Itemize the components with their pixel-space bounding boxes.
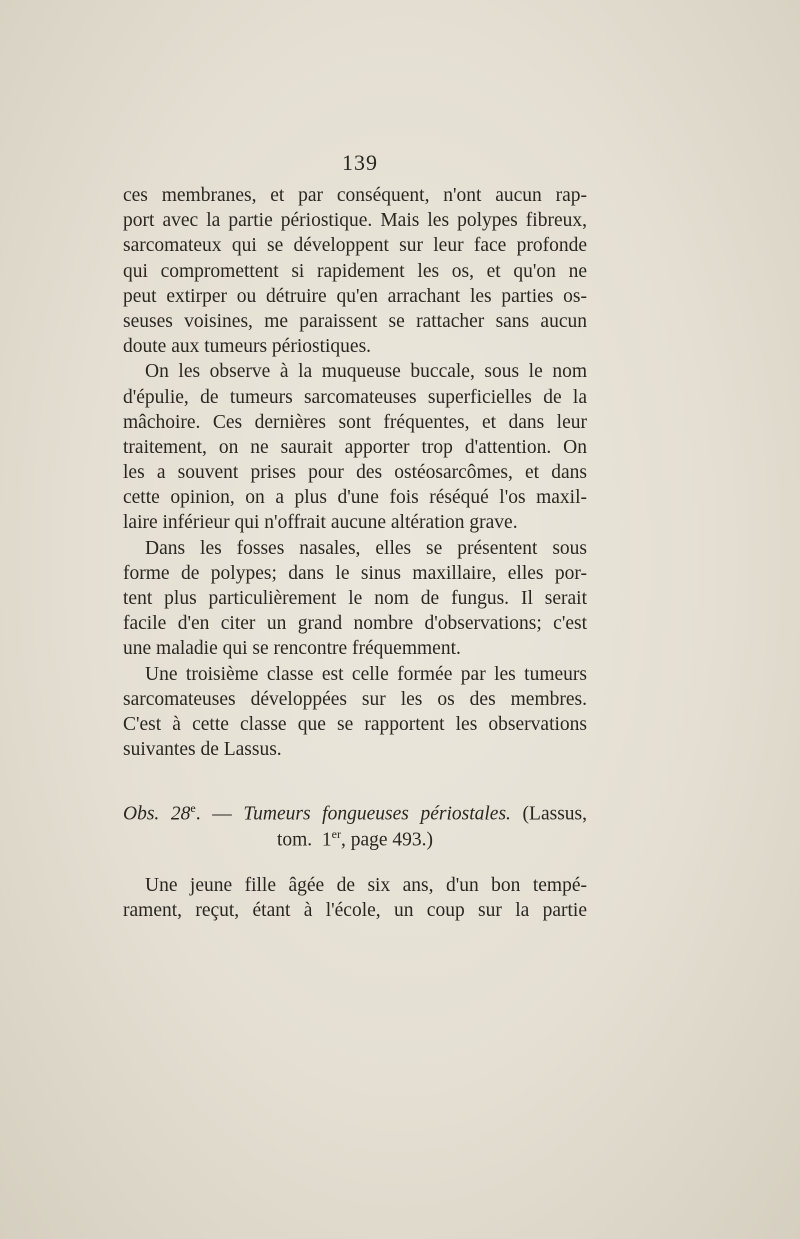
- observation-label: Obs. 28: [123, 803, 191, 825]
- observation-dash: . —: [195, 803, 232, 825]
- text-line: une maladie qui se rencontre fréquemment.: [123, 638, 461, 660]
- text-line: Dans les fosses nasales, elles se présentent sous: [145, 537, 587, 559]
- text-line: C'est à cette classe que se rapportent les observations: [123, 713, 587, 735]
- text-line: On les observe à la muqueuse buccale, sous le nom: [145, 361, 587, 383]
- text-line: Une jeune fille âgée de six ans, d'un bon tempé-: [145, 874, 587, 896]
- text-line: cette opinion, on a plus d'une fois réséqué l'os maxil-: [123, 487, 587, 509]
- observation-title: Tumeurs fongueuses périostales.: [243, 803, 511, 825]
- text-line: peut extirper ou détruire qu'en arrachant les parties os-: [123, 285, 587, 307]
- page-number: 139: [342, 150, 378, 175]
- source-volume-sup: er: [331, 826, 341, 841]
- text-line: rament, reçut, étant à l'école, un coup sur la partie: [123, 899, 587, 921]
- observation-source-start: (Lassus,: [522, 803, 587, 825]
- text-line: doute aux tumeurs périostiques.: [123, 336, 372, 358]
- paragraph-4: [123, 662, 587, 763]
- text-line: sarcomateuses développées sur les os des membres.: [123, 688, 587, 710]
- text-line: traitement, on ne saurait apporter trop d'attention. On: [123, 436, 587, 458]
- text-line: qui compromettent si rapidement les os, et qu'on ne: [123, 260, 587, 282]
- text-line: ces membranes, et par conséquent, n'ont aucun rap-: [123, 185, 587, 206]
- observation-label-sup: e: [190, 801, 196, 816]
- text-line: suivantes de Lassus.: [123, 739, 282, 761]
- paragraph-5: [123, 873, 587, 923]
- text-line: sarcomateux qui se développent sur leur face profonde: [123, 235, 587, 257]
- source-tom: tom.: [276, 829, 313, 850]
- text-line: laire inférieur qui n'offrait aucune altération grave.: [123, 512, 518, 534]
- observation-source: [123, 822, 587, 850]
- text-line: facile d'en citer un grand nombre d'observations; c'est: [123, 613, 587, 635]
- text-line: forme de polypes; dans le sinus maxillaire, elles por-: [123, 562, 587, 584]
- observation-heading: [123, 796, 587, 825]
- text-line: port avec la partie périostique. Mais les polypes fibreux,: [123, 210, 587, 232]
- paragraph-2: [123, 359, 587, 535]
- text-line: seuses voisines, me paraissent se rattacher sans aucun: [123, 310, 587, 332]
- text-line: d'épulie, de tumeurs sarcomateuses superficielles de la: [123, 386, 587, 408]
- paragraph-3: [123, 536, 587, 662]
- text-line: Une troisième classe est celle formée par les tumeurs: [145, 663, 587, 685]
- source-page: , page 493.): [340, 829, 434, 850]
- text-line: les a souvent prises pour des ostéosarcômes, et dans: [123, 462, 587, 484]
- body-text: [123, 183, 587, 923]
- paragraph-1: [123, 183, 587, 359]
- text-line: tent plus particulièrement le nom de fungus. Il serait: [123, 588, 587, 609]
- source-volume: 1: [321, 829, 332, 850]
- text-line: mâchoire. Ces dernières sont fréquentes, et dans leur: [123, 411, 587, 433]
